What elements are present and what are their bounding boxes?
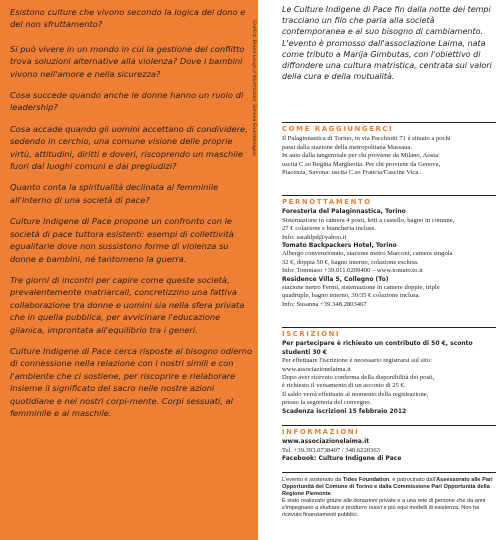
section-iscrizioni (282, 330, 496, 416)
sponsor-note-end: . (330, 491, 333, 498)
intro-text (282, 4, 496, 82)
text-line: presso la segreteria del convegno. (282, 399, 372, 407)
section-divider (282, 425, 496, 426)
website-text: www.associazionelaima.it (282, 365, 351, 373)
text-line: Info: Tommaso +39.011.0209400 – www.tomato.to.it (282, 267, 423, 275)
text-line: 27 € colazione e biancheria incluse. (282, 225, 377, 233)
section-divider (282, 122, 496, 123)
question-paragraph: Si può vivere in un mondo in cui la gestione del conflitto trova soluzioni alternative alla violenza? Dove i bambini vivono nell'amore e nella sicurezza? (10, 43, 245, 79)
phone-text: Tel. +39.393.0738407 / 340.6220363 (282, 446, 380, 454)
intro-paragraph: Le Culture Indigene di Pace fin dalla notte dei tempi tracciano un filo che parla alla società contemporanea e al suo bisogno di cambiamento. (282, 5, 491, 37)
sponsor-note (282, 477, 496, 498)
text-line: Albergo convenzionato, stazione metro Marconi, camera singola (282, 250, 453, 258)
lodging-title: Residence Villa 5, Collegno (To) (282, 275, 389, 283)
question-paragraph: Quanto conta la spiritualità declinata al femminile all'interno di una società di pace? (10, 182, 219, 205)
section-pernottamento (282, 198, 496, 309)
facebook-text: Facebook: Culture Indigene di Pace (282, 455, 402, 463)
section-informazioni (282, 428, 496, 464)
sponsor-name: Tides Foundation (342, 477, 390, 483)
fee-line: Per partecipare è richiesto un contributo di 50 €, sconto studenti 30 € (282, 340, 473, 356)
sponsor-note-mid: , e patrocinato dall' (389, 477, 437, 483)
section-come-raggiungerci (282, 125, 496, 177)
section-heading: INFORMAZIONI (282, 428, 360, 436)
description-paragraph: Culture Indigene di Pace cerca risposte al bisogno odierno di connessione nella relazione con i nostri simili e con l'ambiente che ci sostiene, per riscoprire e rielaborare insieme il significato del sacro nelle nostre azioni quotidiane e nei nostri corpi-mente. Corpi sessuati, al femminile e al maschile. (10, 345, 253, 418)
lodging-title: Tomato Backpackers Hotel, Torino (282, 242, 397, 250)
sponsor-note-pre: L'evento è sostenuto da (282, 477, 343, 483)
text-line: stazione metro Fermi, sistemazione in camere doppie, triple (282, 284, 440, 292)
description-paragraph: Tre giorni di incontri per capire come queste società, prevalentemente matriarcali, concretizzino una fattiva collaborazione tra donne e uomini sia nella sfera privata che in quella pubblica, per avvicinare l'educazione gilanica, improntata all'equilibrio tra i generi. (10, 274, 245, 335)
text-line: Info: Susanna +39.348.2803467 (282, 300, 367, 308)
section-divider (282, 195, 496, 196)
footer-notes (282, 477, 496, 520)
text-line: In auto dalla tangenziale per chi proviene da Milano, Aosta: (282, 152, 440, 160)
website-text: www.associazionelaima.it (282, 438, 370, 446)
question-paragraph: Esistono culture che vivono secondo la logica del dono e del non sfruttamento? (10, 7, 246, 30)
section-divider (282, 472, 496, 473)
text-line: Il saldo verrà effettuato al momento della registrazione, (282, 390, 429, 398)
question-paragraph: Cosa succede quando anche le donne hanno un ruolo di leadership? (10, 90, 244, 113)
lodging-title: Foresteria del Palaginnastica, Torino (282, 208, 406, 216)
info-panel (262, 0, 498, 540)
funding-note: È stato realizzato grazie alle donazioni private e a una rete di persone che da anni s'impegnano a studiare e produrre nuovi e più equi modelli di esistenza. Non ha ricevuto finanziamenti pubblici. (282, 498, 486, 519)
deadline-line: Scadenza iscrizioni 15 febbraio 2012 (282, 407, 407, 415)
section-heading: COME RAGGIUNGERCI (282, 125, 394, 133)
design-credit-text: Grafica: Bruno Longo // Illustrazioni: Simona Guardamagna (251, 20, 256, 156)
text-line: passi dalla stazione della metropolitana Massaua. (282, 143, 413, 151)
section-heading: PERNOTTAMENTO (282, 198, 372, 206)
text-line: 32 €, doppia 50 €, bagno interno, colazione esclusa. (282, 258, 419, 266)
description-paragraph: Culture Indigene di Pace propone un confronto con le società di pace tuttora esistenti: esempi di collettività egualitarie dove non sussistono forme di violenza su donne e bambini, né tantomeno la guerra. (10, 216, 234, 264)
text-line: Sistemazione in camera 4 posti, letti a castello, bagno in comune, (282, 216, 455, 224)
section-heading: ISCRIZIONI (282, 330, 341, 338)
intro-paragraph: L'evento è promosso dall'associazione Laima, nata come tributo a Marija Gimbutas, con l'obiettivo di diffondere una cultura matristica, centrata sui valori della cura e della mutualità. (282, 38, 492, 82)
patron-name: Assessorato alle Pari Opportunità del Comune di Torino e dalla Commissione Pari Opportunità della Regione Piemonte (282, 477, 493, 498)
design-credit (248, 20, 258, 190)
section-divider (282, 327, 496, 328)
text-line: Dopo aver ricevuto conferma della disponibilità dei posti, (282, 374, 435, 382)
question-paragraph: Cosa accade quando gli uomini accettano di condividere, sedendo in cerchio, una comune visione delle proprie virtù, attitudini, diritti e doveri, riscoprendo un maschile fuori dai luoghi comuni e dai pregiudizi? (10, 123, 248, 172)
text-line: quadruple, bagno interno, 30/35 € colazione inclusa. (282, 292, 421, 300)
text-line: Info: sarahlpd@yahoo.it (282, 233, 347, 241)
text-line: Per effettuare l'iscrizione è necessario registrarsi sul sito: (282, 357, 432, 365)
text-line: è richiesto il versamento di un acconto di 25 €. (282, 382, 406, 390)
questions-column (10, 6, 254, 428)
text-line: Piacenza, Savona: uscita C.so Francia/Cascine Vica. (282, 169, 420, 177)
text-line: uscita C.so Regina Margherita. Per chi proviene da Genova, (282, 160, 441, 168)
text-line: Il Palaginnastica di Torino, in via Pacchiotti 71 è situato a pochi (282, 135, 451, 143)
